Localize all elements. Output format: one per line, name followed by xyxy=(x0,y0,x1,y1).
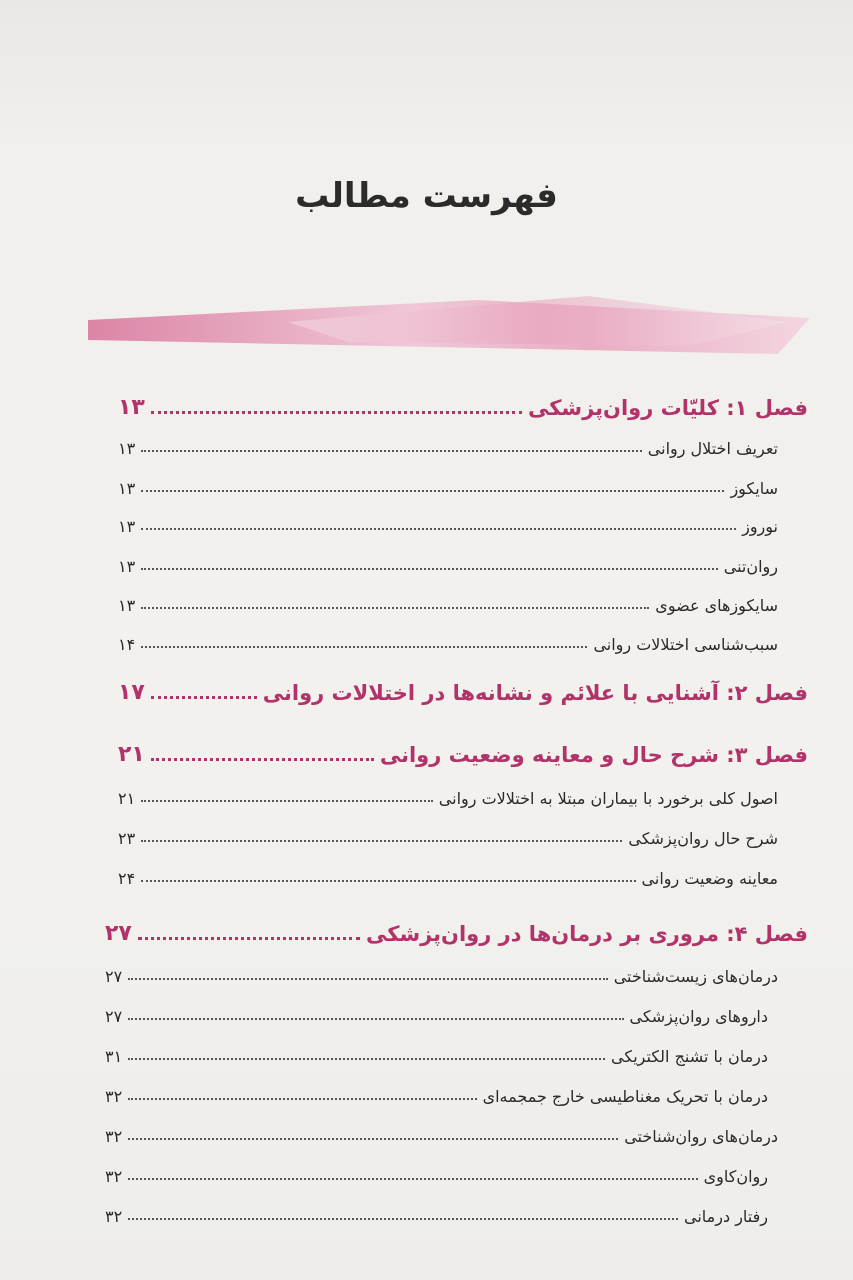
page-number: ۱۳ xyxy=(118,395,145,420)
dot-leader xyxy=(128,1058,605,1060)
chapter-title: فصل ۴: مروری بر درمان‌ها در روان‌پزشکی xyxy=(366,922,808,946)
page-number: ۲۱ xyxy=(118,789,136,808)
dot-leader xyxy=(141,568,718,570)
page-number: ۲۱ xyxy=(118,742,145,767)
section-title: درمان‌های زیست‌شناختی xyxy=(613,967,778,986)
page-number: ۱۷ xyxy=(118,680,145,705)
toc-section-row xyxy=(105,1198,768,1226)
dot-leader xyxy=(141,528,736,530)
toc-section-row xyxy=(118,470,778,498)
section-title: سایکوز xyxy=(730,479,778,498)
toc-section-row xyxy=(118,508,778,536)
toc-chapter-row xyxy=(118,671,808,705)
page-number: ۱۴ xyxy=(118,635,136,654)
section-title: روان‌تنی xyxy=(723,557,778,576)
toc-chapter-row xyxy=(105,912,808,946)
toc-section-row xyxy=(105,1078,768,1106)
dot-leader xyxy=(141,880,635,882)
section-title: داروهای روان‌پزشکی xyxy=(629,1007,768,1026)
chapter-title: فصل ۳: شرح حال و معاینه وضعیت روانی xyxy=(379,743,808,767)
toc-section-row xyxy=(118,860,778,888)
page-number: ۱۳ xyxy=(118,479,136,498)
dot-leader xyxy=(128,1218,678,1220)
dot-leader xyxy=(151,696,257,699)
chapter-title: فصل ۲: آشنایی با علائم و نشانه‌ها در اختلالات روانی xyxy=(262,681,808,705)
section-title: روان‌کاوی xyxy=(703,1167,768,1186)
dot-leader xyxy=(141,490,724,492)
toc-section-row xyxy=(105,998,768,1026)
toc-section-row xyxy=(118,430,778,458)
page-title: فهرست مطالب xyxy=(295,176,558,216)
toc-section-row xyxy=(118,626,778,654)
toc-chapter-row xyxy=(118,386,808,420)
toc-section-row xyxy=(118,587,778,615)
section-title: رفتار درمانی xyxy=(684,1207,768,1226)
toc-section-row xyxy=(105,1158,768,1186)
page-number: ۲۳ xyxy=(118,829,136,848)
toc-section-row xyxy=(105,1118,778,1146)
dot-leader xyxy=(151,758,374,761)
toc-chapter-row xyxy=(118,733,808,767)
dot-leader xyxy=(141,840,622,842)
toc-section-row xyxy=(118,548,778,576)
section-title: درمان‌های روان‌شناختی xyxy=(624,1127,778,1146)
dot-leader xyxy=(138,937,360,940)
dot-leader xyxy=(128,1018,623,1020)
section-title: سبب‌شناسی اختلالات روانی xyxy=(593,635,778,654)
section-title: شرح حال روان‌پزشکی xyxy=(628,829,778,848)
section-title: نوروز xyxy=(742,517,778,536)
section-title: درمان با تشنج الکتریکی xyxy=(611,1047,768,1066)
dot-leader xyxy=(151,411,522,414)
page-number: ۳۱ xyxy=(105,1047,123,1066)
page-number: ۲۷ xyxy=(105,1007,123,1026)
section-title: درمان با تحریک مغناطیسی خارج جمجمه‌ای xyxy=(482,1087,768,1106)
dot-leader xyxy=(141,646,587,648)
page-number: ۱۳ xyxy=(118,596,136,615)
section-title: معاینه وضعیت روانی xyxy=(641,869,778,888)
page-number: ۳۲ xyxy=(105,1127,123,1146)
page-number: ۱۳ xyxy=(118,517,136,536)
dot-leader xyxy=(128,1138,618,1140)
dot-leader xyxy=(141,607,649,609)
page-number: ۲۷ xyxy=(105,921,132,946)
toc-section-row xyxy=(105,1038,768,1066)
page-number: ۳۲ xyxy=(105,1167,123,1186)
dot-leader xyxy=(128,978,608,980)
page-number: ۳۲ xyxy=(105,1207,123,1226)
dot-leader xyxy=(128,1178,697,1180)
dot-leader xyxy=(128,1098,476,1100)
toc-section-row xyxy=(118,820,778,848)
toc-section-row xyxy=(105,958,778,986)
page-number: ۲۴ xyxy=(118,869,136,888)
dot-leader xyxy=(141,450,642,452)
page-number: ۳۲ xyxy=(105,1087,123,1106)
toc-section-row xyxy=(118,780,778,808)
page-number: ۱۳ xyxy=(118,557,136,576)
section-title: سایکوزهای عضوی xyxy=(655,596,778,615)
dot-leader xyxy=(141,800,433,802)
page-number: ۲۷ xyxy=(105,967,123,986)
chapter-title: فصل ۱: کلیّات روان‌پزشکی xyxy=(527,396,808,420)
section-title: اصول کلی برخورد با بیماران مبتلا به اختلالات روانی xyxy=(438,789,778,808)
page-number: ۱۳ xyxy=(118,439,136,458)
section-title: تعریف اختلال روانی xyxy=(647,439,778,458)
